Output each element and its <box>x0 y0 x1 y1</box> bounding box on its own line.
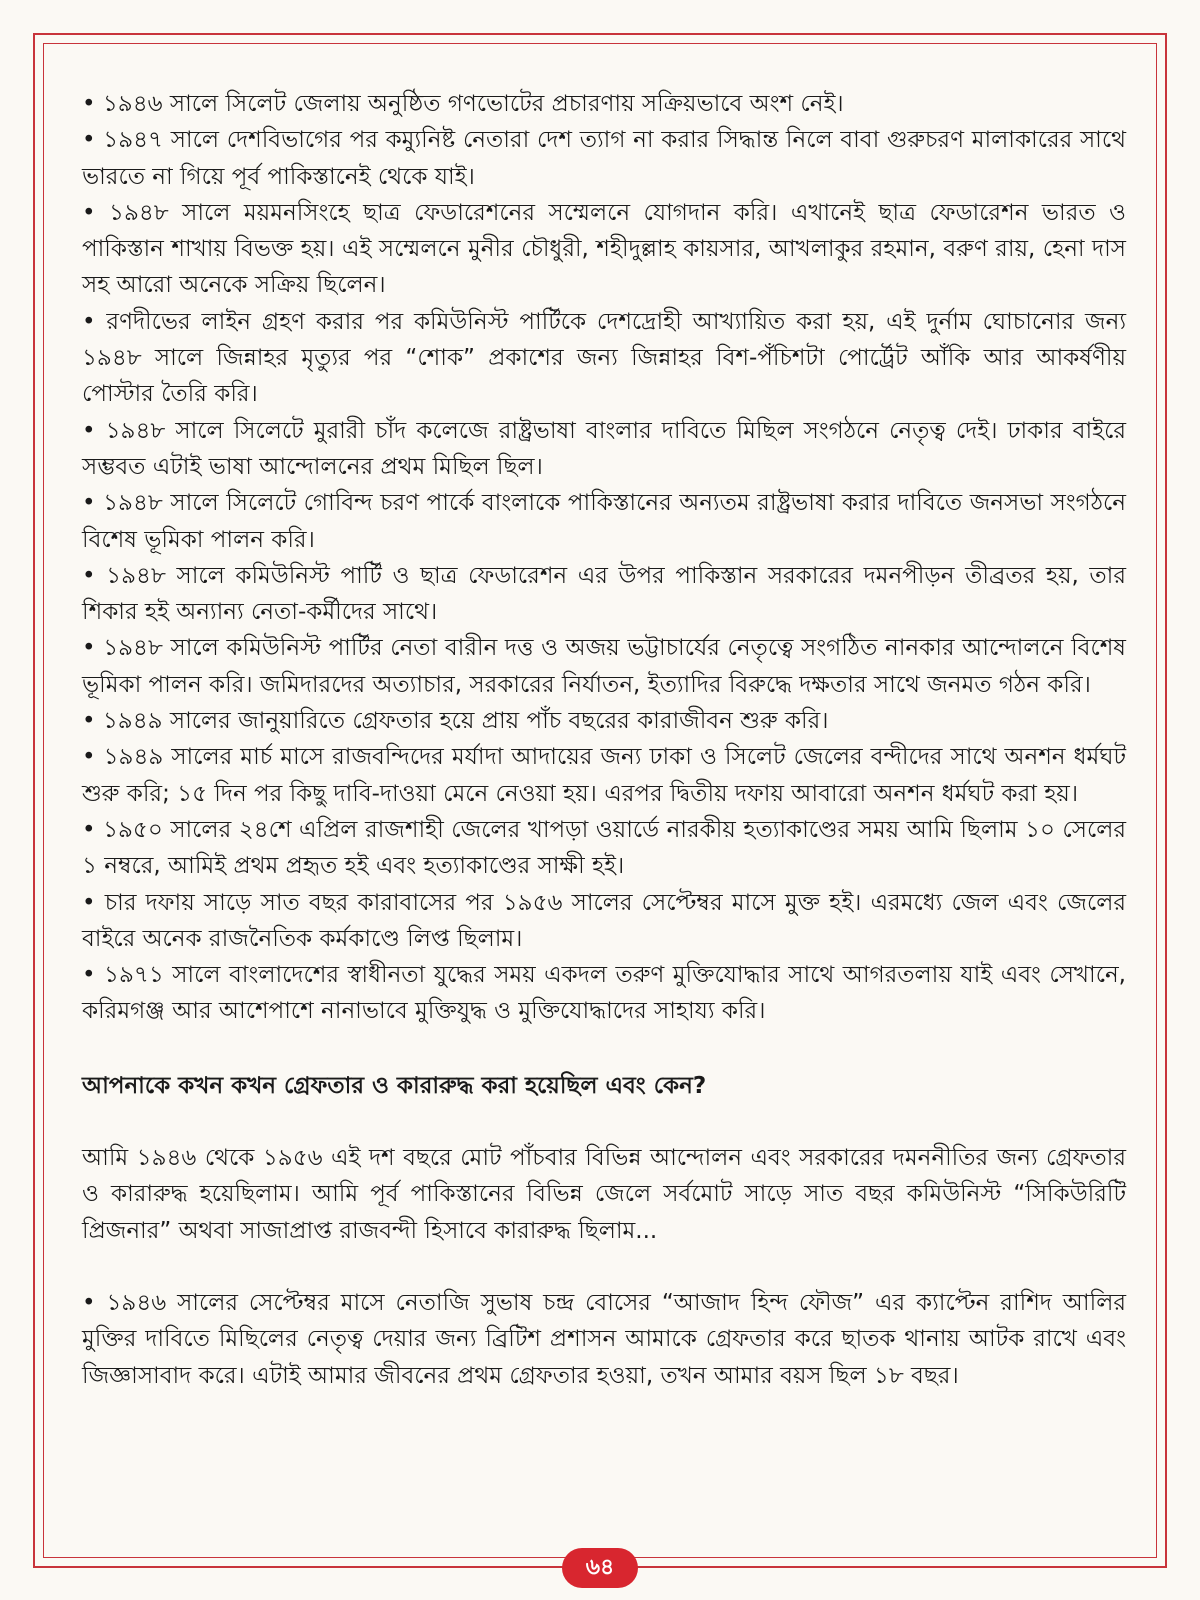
bullet-item: • ১৯৫০ সালের ২৪শে এপ্রিল রাজশাহী জেলের খাপড়া ওয়ার্ডে নারকীয় হত্যাকাণ্ডের সময় আমি ছিলাম ১০ সেলের ১ নম্বরে, আমিই প্রথম প্রহৃত হই এবং হত্যাকাণ্ডের সাক্ষী হই। <box>82 816 1126 880</box>
bullet-item: • ১৯৪৮ সালে সিলেটে গোবিন্দ চরণ পার্কে বাংলাকে পাকিস্তানের অন্যতম রাষ্ট্রভাষা করার দাবিতে জনসভা সংগঠনে বিশেষ ভূমিকা পালন করি। <box>82 490 1126 553</box>
bullet-item: • ১৯৪৮ সালে ময়মনসিংহে ছাত্র ফেডারেশনের সম্মেলনে যোগদান করি। এখানেই ছাত্র ফেডারেশন ভারত ও পাকিস্তান শাখায় বিভক্ত হয়। এই সম্মেলনে মুনীর চৌধুরী, শহীদুল্লাহ কায়সার, আখলাকুর রহমান, বরুণ রায়, হেনা দাস সহ আরো অনেকে সক্রিয় ছিলেন। <box>82 199 1126 299</box>
question-heading: আপনাকে কখন কখন গ্রেফতার ও কারারুদ্ধ করা হয়েছিল এবং কেন? <box>82 1072 707 1099</box>
bullet-item: • ১৯৪৬ সালে সিলেট জেলায় অনুষ্ঠিত গণভোটের প্রচারণায় সক্রিয়ভাবে অংশ নেই। <box>82 91 844 117</box>
bullet-item: • ১৯৪৯ সালের মার্চ মাসে রাজবন্দিদের মর্যাদা আদায়ের জন্য ঢাকা ও সিলেট জেলের বন্দীদের সাথে অনশন ধর্মঘট শুরু করি; ১৫ দিন পর কিছু দাবি-দাওয়া মেনে নেওয়া হয়। এরপর দ্বিতীয় দফায় আবারো অনশন ধর্মঘট করা হয়। <box>82 744 1126 807</box>
page-number-badge: ৬৪ <box>562 1548 638 1588</box>
bullet-item: • ১৯৪৭ সালে দেশবিভাগের পর কম্যুনিষ্ট নেতারা দেশ ত্যাগ না করার সিদ্ধান্ত নিলে বাবা গুরুচরণ মালাকারের সাথে ভারতে না গিয়ে পূর্ব পাকিস্তানেই থেকে যাই। <box>82 127 1126 190</box>
page-content <box>82 86 1126 1394</box>
bullet-item: • ১৯৪৮ সালে কমিউনিস্ট পার্টি ও ছাত্র ফেডারেশন এর উপর পাকিস্তান সরকারের দমনপীড়ন তীব্রতর হয়, তার শিকার হই অন্যান্য নেতা-কর্মীদের সাথে। <box>82 562 1126 626</box>
bullet-item: • ১৯৭১ সালে বাংলাদেশের স্বাধীনতা যুদ্ধের সময় একদল তরুণ মুক্তিযোদ্ধার সাথে আগরতলায় যাই এবং সেখানে, করিমগঞ্জ আর আশেপাশে নানাভাবে মুক্তিযুদ্ধ ও মুক্তিযোদ্ধাদের সাহায্য করি। <box>82 962 1126 1025</box>
bullet-item: • ১৯৪৮ সালে সিলেটে মুরারী চাঁদ কলেজে রাষ্ট্রভাষা বাংলার দাবিতে মিছিল সংগঠনে নেতৃত্ব দেই। ঢাকার বাইরে সম্ভবত এটাই ভাষা আন্দোলনের প্রথম মিছিল ছিল। <box>82 417 1126 480</box>
bullet-item: • ১৯৪৮ সালে কমিউনিস্ট পার্টির নেতা বারীন দত্ত ও অজয় ভট্টাচার্যের নেতৃত্বে সংগঠিত নানকার আন্দোলনে বিশেষ ভূমিকা পালন করি। জমিদারদের অত্যাচার, সরকারের নির্যাতন, ইত্যাদির বিরুদ্ধে দক্ষতার সাথে জনমত গঠন করি। <box>82 635 1126 698</box>
answer-paragraph: আমি ১৯৪৬ থেকে ১৯৫৬ এই দশ বছরে মোট পাঁচবার বিভিন্ন আন্দোলন এবং সরকারের দমননীতির জন্য গ্রেফতার ও কারারুদ্ধ হয়েছিলাম। আমি পূর্ব পাকিস্তানের বিভিন্ন জেলে সর্বমোট সাড়ে সাত বছর কমিউনিস্ট “সিকিউরিটি প্রিজনার” অথবা সাজাপ্রাপ্ত রাজবন্দী হিসাবে কারারুদ্ধ ছিলাম... <box>82 1145 1126 1244</box>
bullet-item: • চার দফায় সাড়ে সাত বছর কারাবাসের পর ১৯৫৬ সালের সেপ্টেম্বর মাসে মুক্ত হই। এরমধ্যে জেল এবং জেলের বাইরে অনেক রাজনৈতিক কর্মকাণ্ডে লিপ্ত ছিলাম। <box>82 889 1126 952</box>
footer-rule-right <box>651 1566 1167 1568</box>
bullet-item: • রণদীভের লাইন গ্রহণ করার পর কমিউনিস্ট পার্টিকে দেশদ্রোহী আখ্যায়িত করা হয়, এই দুর্নাম ঘোচানোর জন্য ১৯৪৮ সালে জিন্নাহর মৃত্যুর পর “শোক” প্রকাশের জন্য জিন্নাহর বিশ-পঁচিশটা পোর্ট্রেট আঁকি আর আকর্ষণীয় পোস্টার তৈরি করি। <box>82 308 1126 408</box>
bullet-item: • ১৯৪৯ সালের জানুয়ারিতে গ্রেফতার হয়ে প্রায় পাঁচ বছরের কারাজীবন শুরু করি। <box>82 708 829 735</box>
footer-rule-left <box>33 1566 549 1568</box>
bullet-item: • ১৯৪৬ সালের সেপ্টেম্বর মাসে নেতাজি সুভাষ চন্দ্র বোসের “আজাদ হিন্দ ফৌজ” এর ক্যাপ্টেন রাশিদ আলির মুক্তির দাবিতে মিছিলের নেতৃত্ব দেয়ার জন্য ব্রিটিশ প্রশাসন আমাকে গ্রেফতার করে ছাতক থানায় আটক রাখে এবং জিজ্ঞাসাবাদ করে। এটাই আমার জীবনের প্রথম গ্রেফতার হওয়া, তখন আমার বয়স ছিল ১৮ বছর। <box>82 1289 1126 1389</box>
